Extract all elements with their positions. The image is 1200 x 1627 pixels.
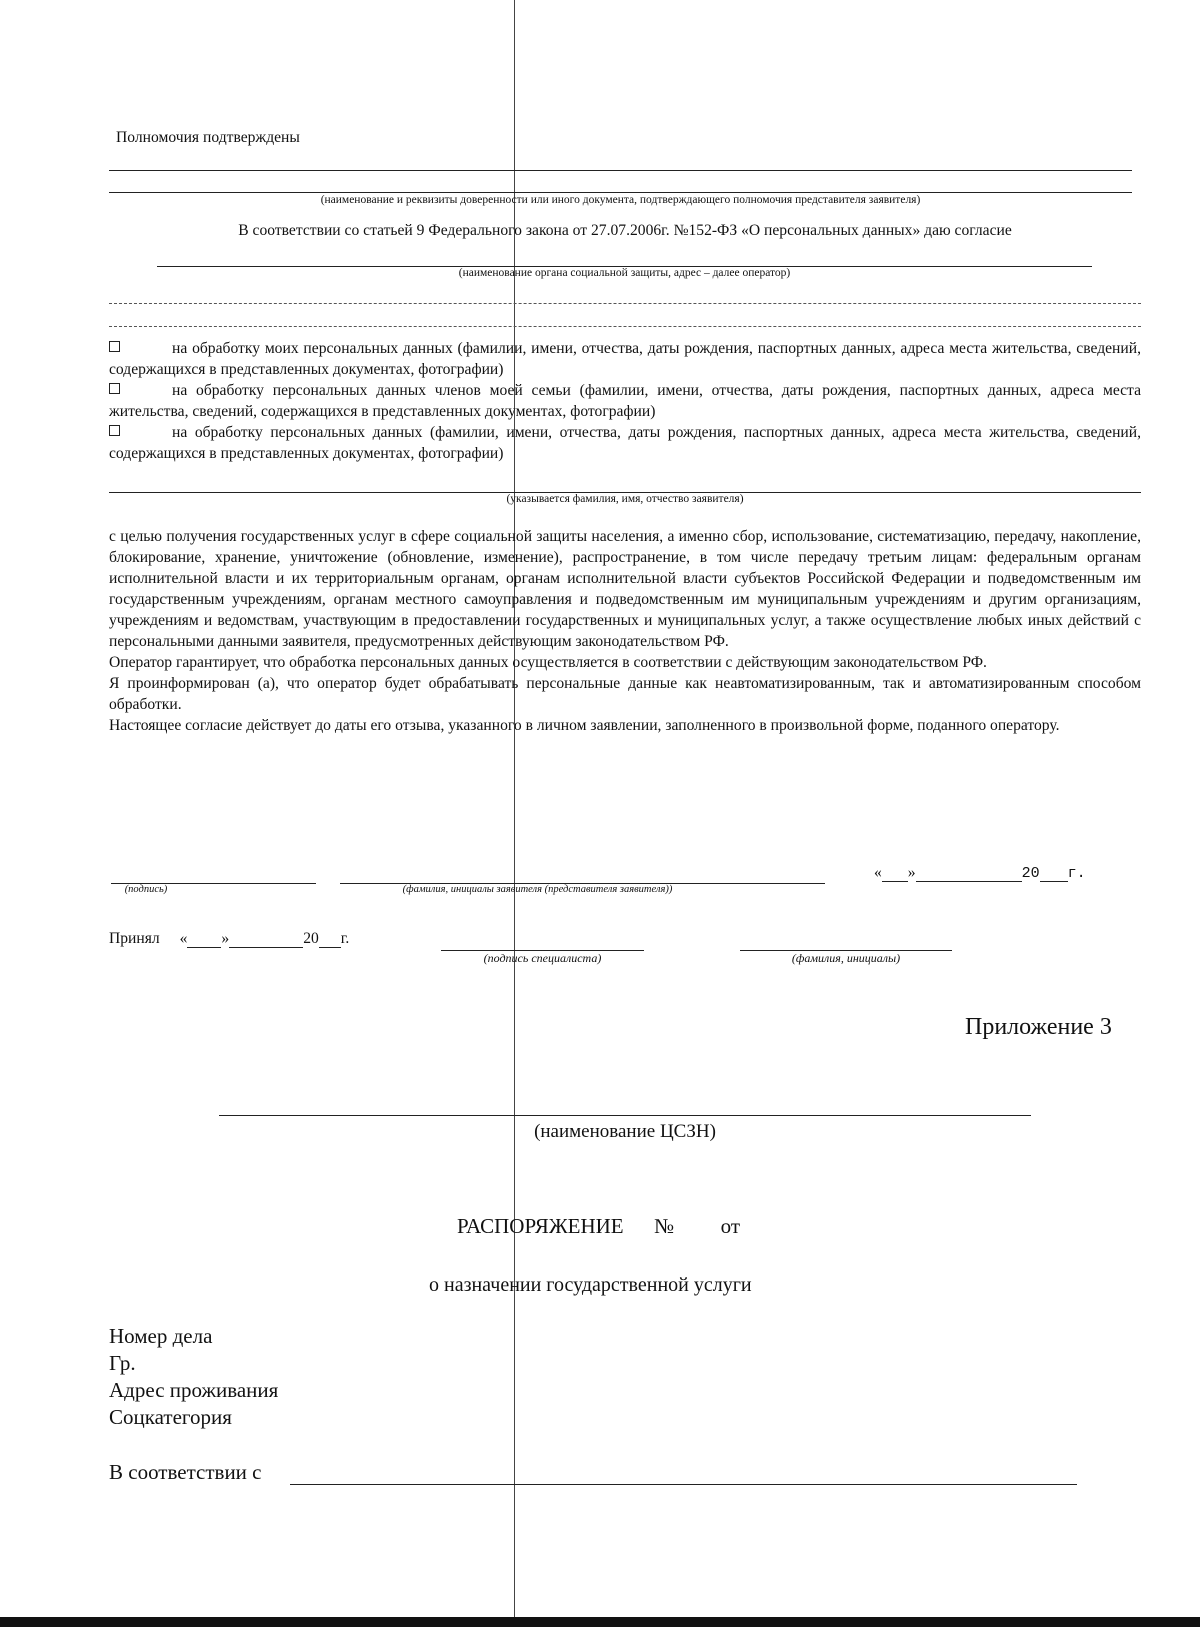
order-from-label: от (720, 1214, 741, 1238)
consent-option-family: на обработку персональных данных членов моей семьи (фамилии, имени, отчества, даты рождения, паспортных данных, адреса места жительства, сведений, содержащихся в представленных документах, фотографии) (109, 382, 1141, 420)
residence-address-label: Адрес проживания (109, 1378, 279, 1402)
authority-line-1 (109, 170, 1132, 171)
authority-caption: (наименование и реквизиты доверенности или иного документа, подтверждающего полномочия представителя заявителя) (320, 194, 921, 206)
scan-edge (0, 1617, 1200, 1627)
fold-line (514, 0, 515, 1627)
applicant-caption: (указывается фамилия, имя, отчество заявителя) (506, 493, 744, 505)
specialist-name-caption: (фамилия, инициалы) (791, 951, 901, 965)
case-fields (109, 1323, 278, 1431)
according-to-line[interactable] (290, 1484, 1077, 1485)
order-heading (457, 1214, 740, 1239)
operator-caption: (наименование органа социальной защиты, адрес – далее оператор) (458, 267, 791, 279)
signature-caption: (подпись) (124, 884, 168, 895)
order-number-sign: № (654, 1214, 675, 1238)
operator-line-2 (109, 303, 1141, 304)
appendix-title: Приложение 3 (965, 1014, 1112, 1040)
authority-confirmed-label: Полномочия подтверждены (116, 129, 300, 146)
accepted-year-field[interactable] (319, 931, 341, 948)
guarantee-paragraph: Оператор гарантирует, что обработка персональных данных осуществляется в соответствии с действующим законодательством РФ. (109, 654, 987, 671)
csszn-caption: (наименование ЦСЗН) (534, 1121, 716, 1142)
consent-body (109, 526, 1141, 736)
purpose-paragraph: с целью получения государственных услуг в сфере социальной защиты населения, а именно сбор, использование, систематизацию, передачу, накопление, блокирование, хранение, уничтожение (обновление, изменение), распространение, в том числе передачу третьим лицам: федеральным органам исполнительной власти и их территориальным органам, органам исполнительной власти субъектов Российской Федерации и подведомственным им государственным учреждениям, органам местного самоуправления и подведомственным им муниципальным учреждениям и другим организациям, учреждениям и ведомствам, участвующим в предоставлении государственных и муниципальных услуг, а также осуществление любых иных действий с персональными данными заявителя, предусмотренных действующим законодательством РФ. (109, 528, 1141, 650)
applicant-name-caption: (фамилия, инициалы заявителя (представителя заявителя)) (402, 884, 673, 895)
specialist-signature-caption: (подпись специалиста) (483, 951, 602, 965)
consent-statement: В соответствии со статьей 9 Федерального закона от 27.07.2006г. №152-ФЗ «О персональных данных» даю согласие (238, 222, 1012, 239)
validity-paragraph: Настоящее согласие действует до даты его отзыва, указанного в личном заявлении, заполненного в произвольной форме, поданного оператору. (109, 717, 1060, 734)
accepted-day-field[interactable] (187, 931, 221, 948)
social-category-label: Соцкатегория (109, 1405, 232, 1429)
day-field[interactable] (882, 865, 908, 882)
year-field[interactable] (1040, 865, 1068, 882)
authority-line-2 (109, 192, 1132, 193)
csszn-line (219, 1115, 1031, 1116)
according-to-label: В соответствии с (109, 1460, 262, 1484)
operator-line-3 (109, 326, 1141, 327)
citizen-label: Гр. (109, 1351, 136, 1375)
checkbox-family-data[interactable] (109, 383, 120, 394)
checkbox-applicant-data[interactable] (109, 425, 120, 436)
consent-options (109, 338, 1141, 464)
informed-paragraph: Я проинформирован (а), что оператор будет обрабатывать персональные данные как неавтоматизированным, так и автоматизированным способом обработки. (109, 675, 1141, 713)
checkbox-own-data[interactable] (109, 341, 120, 352)
order-title: РАСПОРЯЖЕНИЕ (457, 1214, 624, 1238)
consent-option-applicant: на обработку персональных данных (фамилии, имени, отчества, даты рождения, паспортных данных, адреса места жительства, сведений, содержащихся в представленных документах, фотографии) (109, 424, 1141, 462)
accepted-month-field[interactable] (229, 931, 303, 948)
consent-option-own: на обработку моих персональных данных (фамилии, имени, отчества, даты рождения, паспортных данных, адреса места жительства, сведений, содержащихся в представленных документах, фотографии) (109, 340, 1141, 378)
order-subtitle: о назначении государственной услуги (429, 1274, 752, 1296)
accepted-row: Принял « » 20 г. (109, 930, 350, 947)
signature-date: « » 20 г. (874, 864, 1086, 882)
month-field[interactable] (916, 865, 1022, 882)
case-number-label: Номер дела (109, 1324, 213, 1348)
